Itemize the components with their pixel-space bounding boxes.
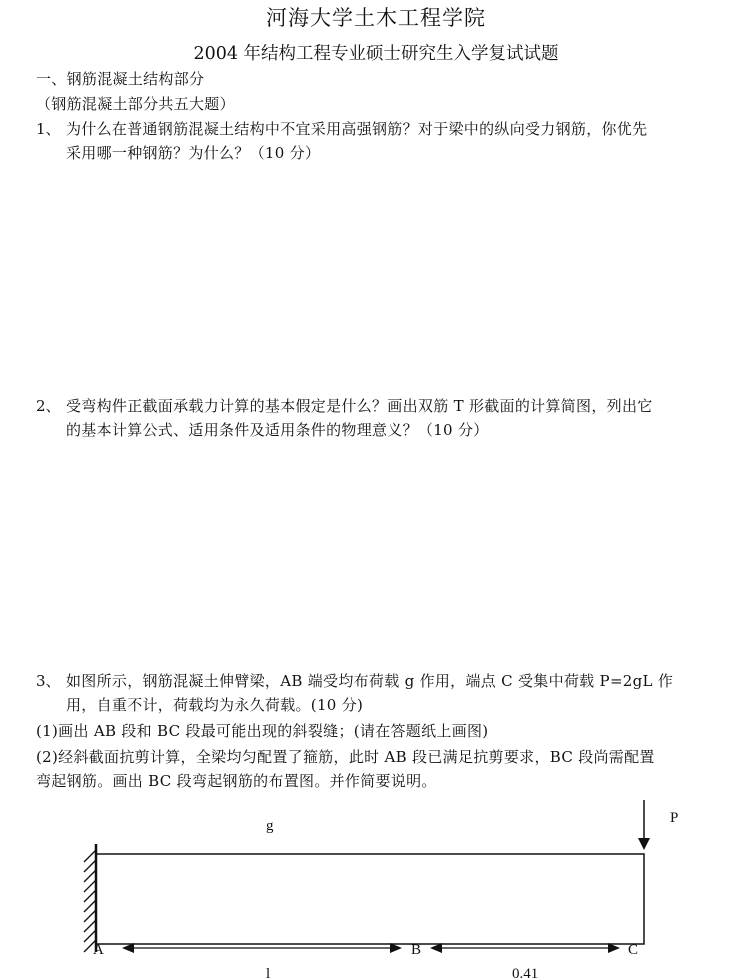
fixed-support: [84, 844, 96, 952]
question-1-number: 1、: [36, 120, 61, 138]
question-3-part-2-line-1: (2)经斜截面抗剪计算，全梁均匀配置了箍筋，此时 AB 段已满足抗剪要求，BC 段尚需配置: [36, 748, 655, 766]
question-3-line-1: 如图所示，钢筋混凝土伸臂梁，AB 端受均布荷载 g 作用，端点 C 受集中荷载 P=2gL 作: [66, 672, 674, 690]
question-3-part-2-line-2: 弯起钢筋。画出 BC 段弯起钢筋的布置图。并作简要说明。: [36, 772, 437, 790]
point-load-label: P: [670, 810, 679, 826]
point-a-label: A: [93, 942, 104, 958]
question-1-line-1: 为什么在普通钢筋混凝土结构中不宜采用高强钢筋？对于梁中的纵向受力钢筋，你优先: [66, 120, 648, 138]
question-2-line-2: 的基本计算公式、适用条件及适用条件的物理意义？（10 分）: [66, 421, 489, 439]
question-3-part-1: (1)画出 AB 段和 BC 段最可能出现的斜裂缝；(请在答题纸上画图): [36, 722, 489, 740]
question-2-number: 2、: [36, 397, 61, 415]
dimension-bc-label: 0.41: [512, 966, 539, 980]
beam: [96, 854, 644, 944]
exam-title: 2004 年结构工程专业硕士研究生入学复试试题: [193, 44, 559, 64]
question-1-line-2: 采用哪一种钢筋？为什么？（10 分）: [66, 144, 321, 162]
question-3-number: 3、: [36, 672, 61, 690]
point-load-arrow: [638, 800, 650, 850]
section-note: （钢筋混凝土部分共五大题）: [36, 95, 235, 113]
question-3-line-2: 用，自重不计，荷载均为永久荷载。(10 分): [66, 696, 364, 714]
point-b-label: B: [411, 942, 422, 958]
point-c-label: C: [628, 942, 639, 958]
distributed-load-label: g: [266, 818, 274, 834]
cantilever-beam-figure: [0, 800, 752, 980]
school-title: 河海大学土木工程学院: [266, 6, 486, 30]
section-title: 一、钢筋混凝土结构部分: [36, 70, 205, 88]
dimension-ab-label: l: [266, 966, 271, 980]
question-2-line-1: 受弯构件正截面承载力计算的基本假定是什么？画出双筋 T 形截面的计算简图，列出它: [66, 397, 653, 415]
